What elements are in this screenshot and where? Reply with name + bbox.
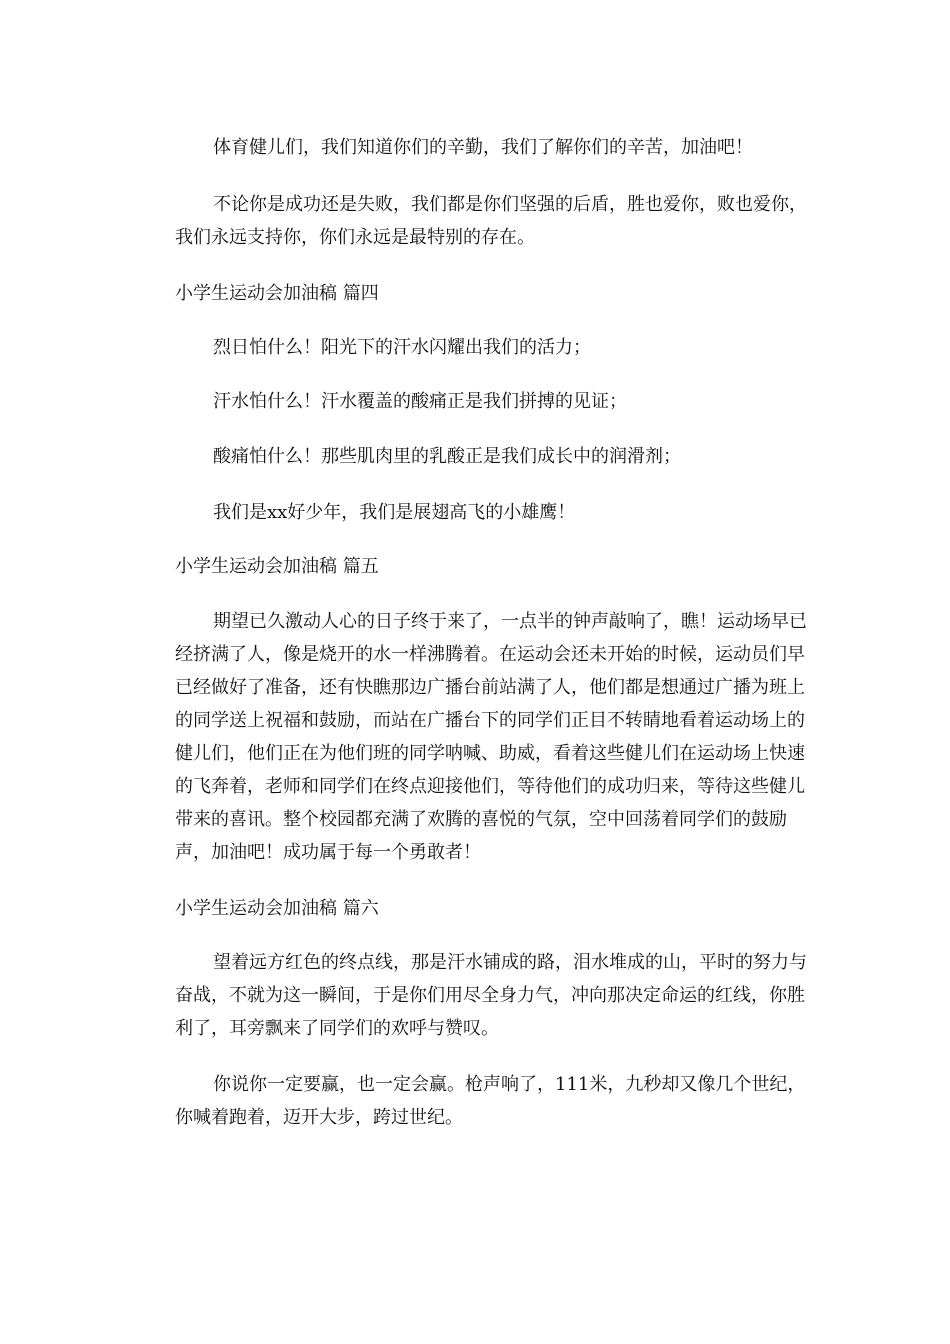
paragraph-6: 我们是xx好少年，我们是展翅高飞的小雄鹰！: [213, 502, 576, 523]
paragraph-3: 烈日怕什么！阳光下的汗水闪耀出我们的活力；: [213, 337, 591, 358]
paragraph-8: 望着远方红色的终点线，那是汗水铺成的路，泪水堆成的山，平时的努力与奋战，不就为这一瞬间，于是你们用尽全身力气，冲向那决定命运的红线，你胜利了，耳旁飘来了同学们的欢呼与赞叹。: [175, 952, 807, 1039]
paragraph-9: 你说你一定要赢，也一定会赢。枪声响了，111米，九秒却又像几个世纪，你喊着跑着，迈开大步，跨过世纪。: [175, 1074, 806, 1128]
paragraph-4: 汗水怕什么！汗水覆盖的酸痛正是我们拼搏的见证；: [213, 391, 627, 412]
section-heading-6: 小学生运动会加油稿 篇六: [175, 898, 379, 919]
paragraph-7: 期望已久激动人心的日子终于来了，一点半的钟声敲响了，瞧！运动场早已经挤满了人，像是烧开的水一样沸腾着。在运动会还未开始的时候，运动员们早已经做好了准备，还有快瞧那边广播台前站满了人，他们都是想通过广播为班上的同学送上祝福和鼓励，而站在广播台下的同学们正目不转睛地看着运动场上的健儿们，他们正在为他们班的同学呐喊、助威，看着这些健儿们在运动场上快速的飞奔着，老师和同学们在终点迎接他们，等待他们的成功归来，等待这些健儿带来的喜讯。整个校园都充满了欢腾的喜悦的气氛，空中回荡着同学们的鼓励声，加油吧！成功属于每一个勇敢者！: [175, 611, 807, 863]
paragraph-5: 酸痛怕什么！那些肌肉里的乳酸正是我们成长中的润滑剂；: [213, 446, 681, 467]
section-heading-4: 小学生运动会加油稿 篇四: [175, 283, 379, 304]
section-heading-5: 小学生运动会加油稿 篇五: [175, 556, 379, 577]
paragraph-1: 体育健儿们，我们知道你们的辛勤，我们了解你们的辛苦，加油吧！: [213, 137, 753, 158]
paragraph-2: 不论你是成功还是失败，我们都是你们坚强的后盾，胜也爱你，败也爱你，我们永远支持你，你们永远是最特别的存在。: [175, 194, 807, 248]
